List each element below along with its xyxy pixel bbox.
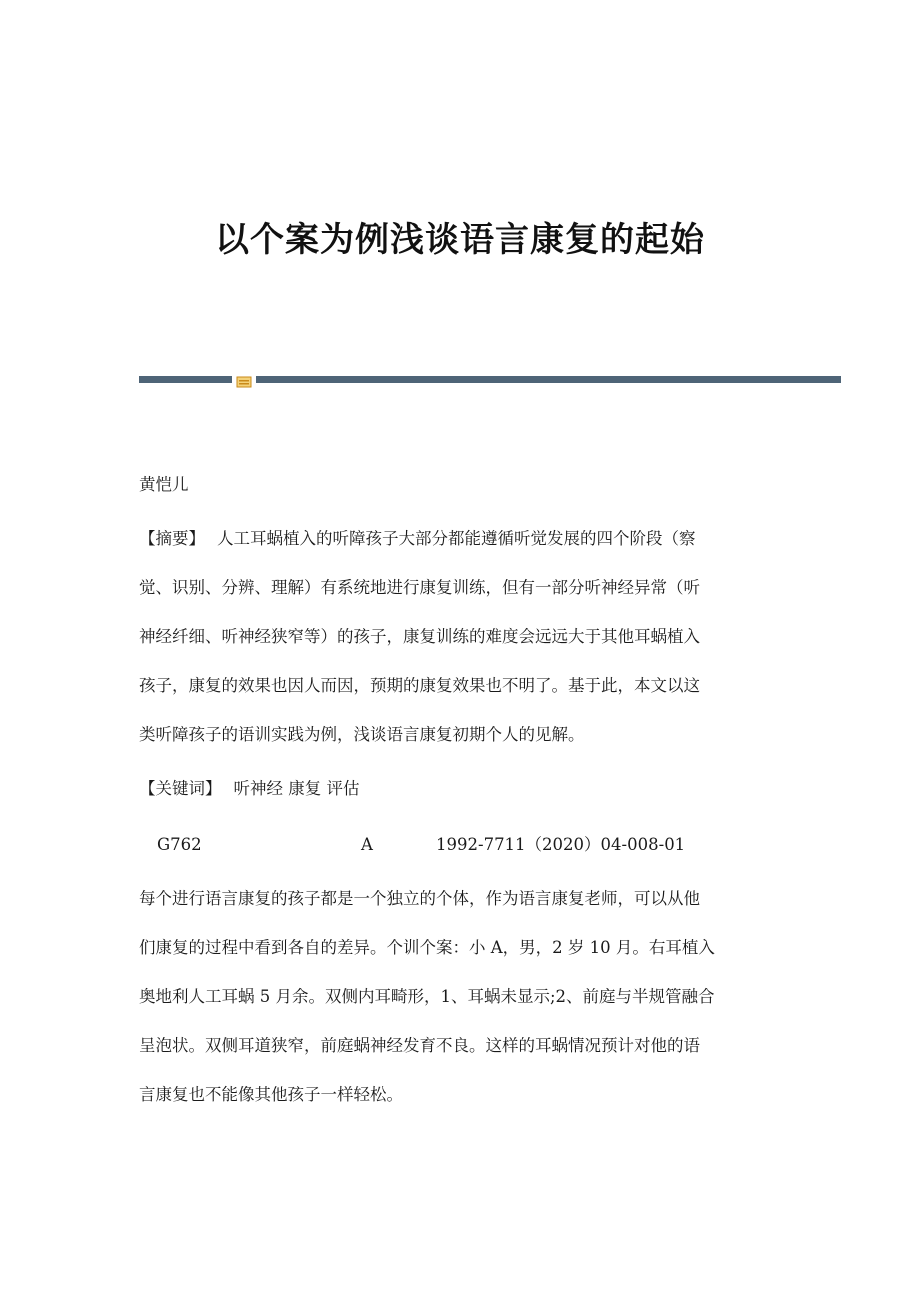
body-line: 言康复也不能像其他孩子一样轻松。	[139, 1085, 403, 1104]
document-title: 以个案为例浅谈语言康复的起始	[215, 220, 705, 260]
document-code: A	[361, 835, 373, 854]
keywords-label: 【关键词】	[139, 779, 222, 798]
divider-bar-right	[256, 376, 841, 383]
article-id: 1992-7711（2020）04-008-01	[436, 835, 686, 854]
abstract-section	[139, 514, 779, 759]
abstract-line: 【摘要】 人工耳蜗植入的听障孩子大部分都能遵循听觉发展的四个阶段（察	[139, 529, 696, 548]
clc-number: G762	[157, 835, 202, 854]
divider-bar-left	[139, 376, 232, 383]
body-line: 奥地利人工耳蜗 5 月余。双侧内耳畸形，1、耳蜗未显示;2、前庭与半规管融合	[139, 987, 715, 1006]
body-line: 每个进行语言康复的孩子都是一个独立的个体，作为语言康复老师，可以从他	[139, 889, 700, 908]
abstract-line: 神经纤细、听神经狭窄等）的孩子，康复训练的难度会远远大于其他耳蜗植入	[139, 627, 700, 646]
keywords-section	[139, 764, 779, 813]
body-line: 呈泡状。双侧耳道狭窄，前庭蜗神经发育不良。这样的耳蜗情况预计对他的语	[139, 1036, 700, 1055]
author-name: 黄恺儿	[139, 475, 189, 494]
keywords-value: 听神经 康复 评估	[233, 779, 360, 798]
abstract-line: 类听障孩子的语训实践为例，浅谈语言康复初期个人的见解。	[139, 725, 585, 744]
abstract-line: 觉、识别、分辨、理解）有系统地进行康复训练，但有一部分听神经异常（听	[139, 578, 700, 597]
body-paragraph	[139, 874, 779, 1119]
body-line: 们康复的过程中看到各自的差异。个训个案：小 A，男，2 岁 10 月。右耳植入	[139, 938, 715, 957]
divider-ornament-icon	[236, 373, 252, 385]
abstract-label: 【摘要】	[139, 529, 205, 548]
abstract-line: 孩子，康复的效果也因人而因，预期的康复效果也不明了。基于此，本文以这	[139, 676, 700, 695]
title-divider	[139, 373, 841, 385]
